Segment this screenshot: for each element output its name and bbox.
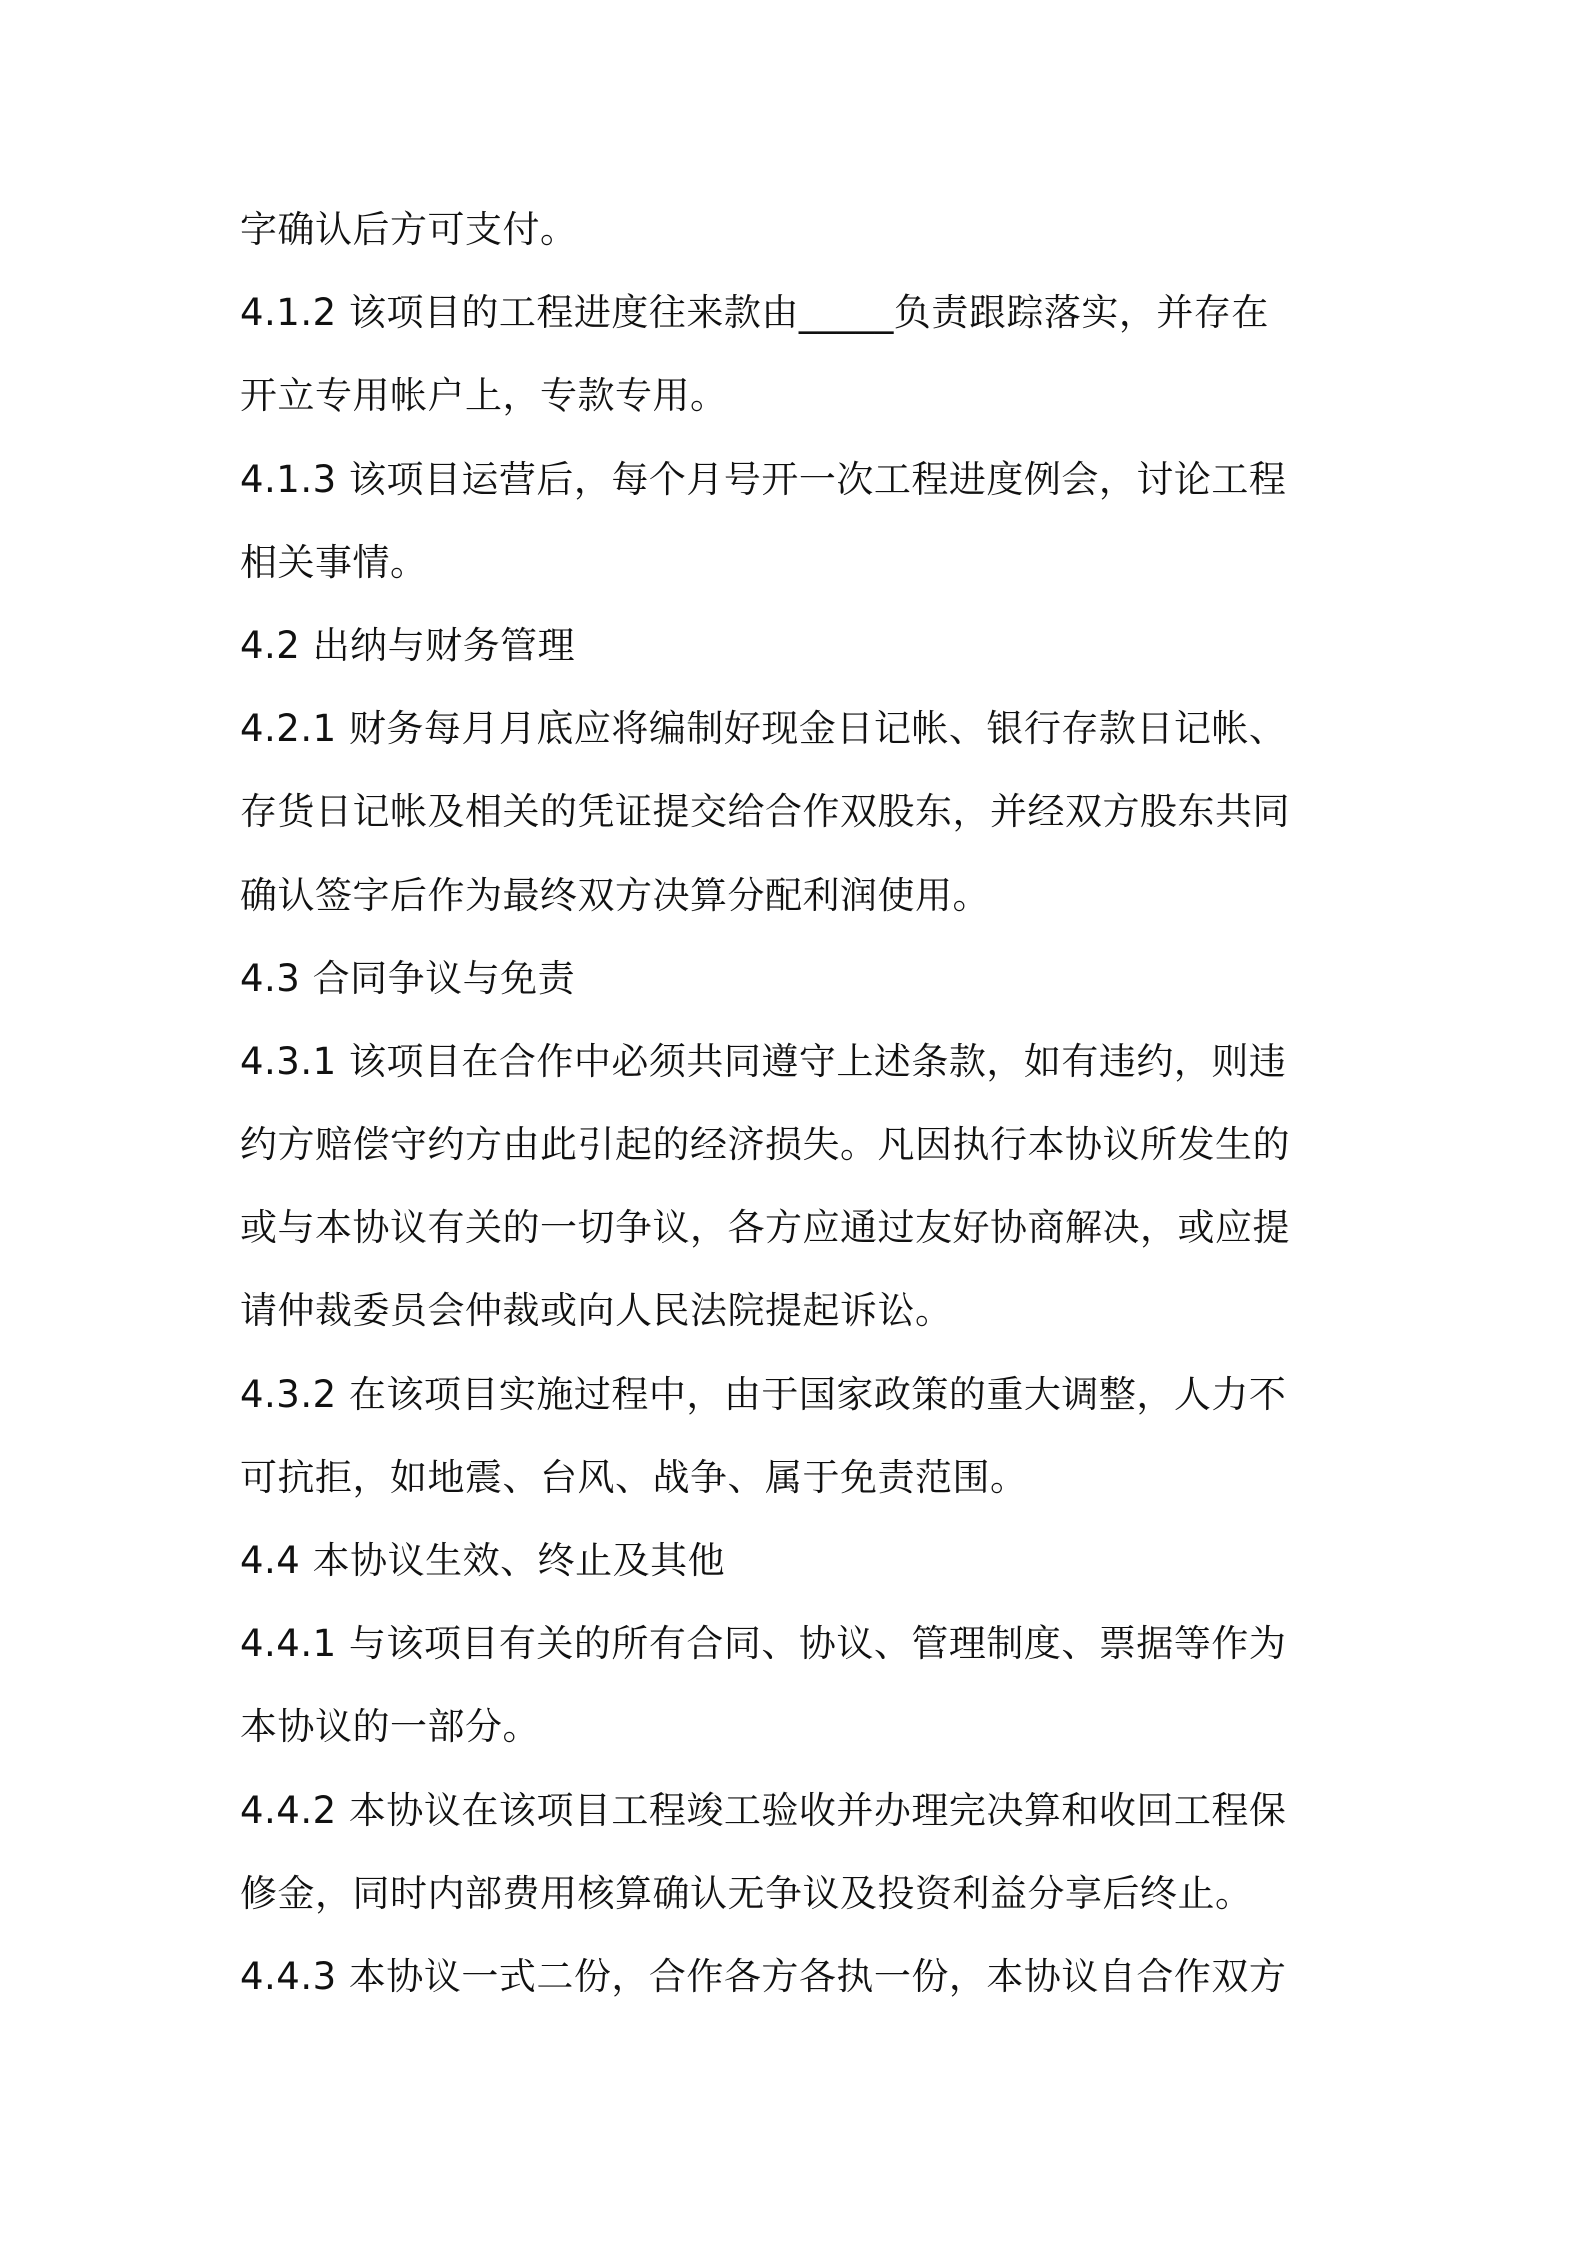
document-body <box>240 188 1360 2018</box>
paragraph-4-4-2 <box>240 1769 1360 1935</box>
text-line: 约方赔偿守约方由此引起的经济损失。凡因执行本协议所发生的 <box>240 1123 1290 1167</box>
text-line: 4.3.2 在该项目实施过程中，由于国家政策的重大调整，人力不 <box>240 1372 1287 1416</box>
section-heading-4-4 <box>240 1519 1360 1602</box>
heading-line: 4.2 出纳与财务管理 <box>240 623 576 667</box>
paragraph-4-1-3 <box>240 438 1360 604</box>
text-line: 可抗拒，如地震、台风、战争、属于免责范围。 <box>240 1455 1028 1499</box>
text-line: 本协议的一部分。 <box>240 1705 540 1749</box>
text-line: 4.3.1 该项目在合作中必须共同遵守上述条款，如有违约，则违 <box>240 1039 1287 1083</box>
paragraph-4-3-1 <box>240 1020 1360 1353</box>
text-line: 或与本协议有关的一切争议，各方应通过友好协商解决，或应提 <box>240 1206 1290 1250</box>
paragraph-4-3-2 <box>240 1353 1360 1519</box>
text-line: 4.1.3 该项目运营后，每个月号开一次工程进度例会，讨论工程 <box>240 457 1287 501</box>
heading-line: 4.4 本协议生效、终止及其他 <box>240 1539 726 1582</box>
text-line: 4.4.1 与该项目有关的所有合同、协议、管理制度、票据等作为 <box>240 1622 1287 1666</box>
text-line: 存货日记帐及相关的凭证提交给合作双股东，并经双方股东共同 <box>240 790 1290 834</box>
paragraph-4-4-3 <box>240 1935 1360 2018</box>
text-line: 确认签字后作为最终双方决算分配利润使用。 <box>240 873 990 917</box>
section-heading-4-2 <box>240 604 1360 687</box>
paragraph-4-4-1 <box>240 1602 1360 1768</box>
text-line: 相关事情。 <box>240 540 428 584</box>
text-line: 修金，同时内部费用核算确认无争议及投资利益分享后终止。 <box>240 1871 1253 1915</box>
text-line: 4.1.2 该项目的工程进度往来款由_____负责跟踪落实，并存在 <box>240 291 1269 335</box>
section-heading-4-3 <box>240 937 1360 1020</box>
text-line: 开立专用帐户上，专款专用。 <box>240 374 728 418</box>
text-line: 字确认后方可支付。 <box>240 208 578 251</box>
text-line: 4.2.1 财务每月月底应将编制好现金日记帐、银行存款日记帐、 <box>240 707 1287 751</box>
paragraph-4-2-1 <box>240 687 1360 937</box>
paragraph-payment-confirm <box>240 188 1360 271</box>
text-line: 4.4.3 本协议一式二份，合作各方各执一份，本协议自合作双方 <box>240 1954 1287 1998</box>
text-line: 请仲裁委员会仲裁或向人民法院提起诉讼。 <box>240 1289 953 1333</box>
paragraph-4-1-2 <box>240 271 1360 437</box>
heading-line: 4.3 合同争议与免责 <box>240 956 576 1000</box>
text-line: 4.4.2 本协议在该项目工程竣工验收并办理完决算和收回工程保 <box>240 1788 1287 1832</box>
